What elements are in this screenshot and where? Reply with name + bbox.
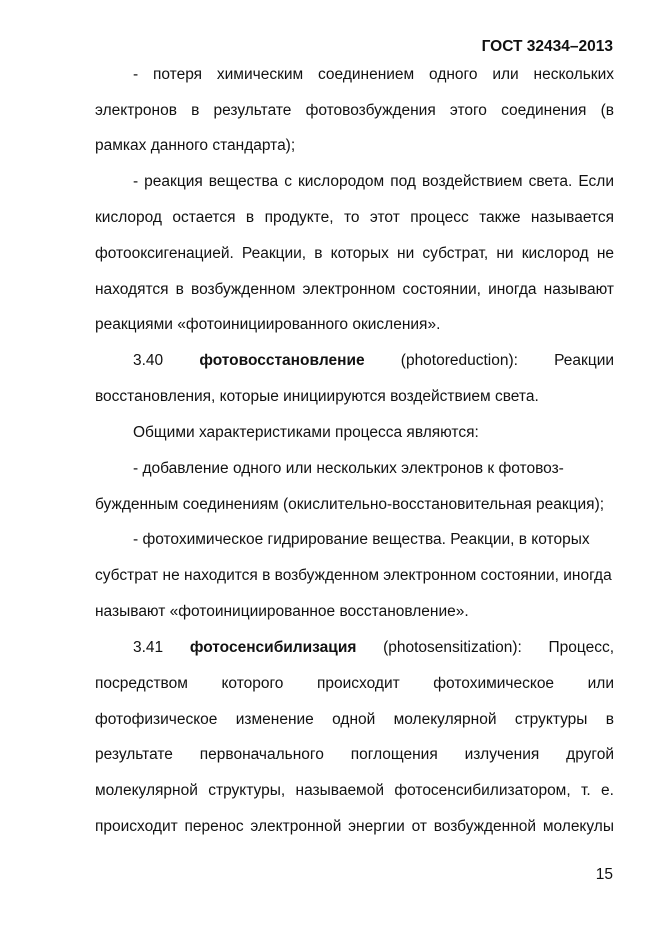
text-line: происходит перенос электронной энергии от возбужденной молекулы xyxy=(95,818,614,835)
term-entry-3-41 xyxy=(133,638,614,658)
term-entry-3-40 xyxy=(133,351,614,371)
text-line: молекулярной структуры, называемой фотосенсибилизатором, т. е. xyxy=(95,782,614,799)
text-line: результате первоначального поглощения излучения другой xyxy=(95,746,614,763)
text-line: - добавление одного или нескольких электронов к фотовоз- xyxy=(133,460,564,477)
page-number: 15 xyxy=(595,866,613,883)
term-number: 3.40 xyxy=(133,352,164,369)
text-line: посредством которого происходит фотохимическое или xyxy=(95,675,614,692)
text-line: называют «фотоинициированное восстановление». xyxy=(95,603,469,620)
text-line: находятся в возбужденном электронном состоянии, иногда называют xyxy=(95,281,614,298)
text-line: реакциями «фотоинициированного окисления». xyxy=(95,316,441,333)
text-line: - реакция вещества с кислородом под воздействием света. Если xyxy=(133,173,614,190)
text-line: кислород остается в продукте, то этот процесс также называется xyxy=(95,209,614,226)
text-line: Общими характеристиками процесса являются: xyxy=(133,424,479,441)
text-line: - фотохимическое гидрирование вещества. Реакции, в которых xyxy=(133,531,590,548)
text-line: электронов в результате фотовозбуждения этого соединения (в xyxy=(95,102,614,119)
text-line: субстрат не находится в возбужденном электронном состоянии, иногда xyxy=(95,567,612,584)
term-title: фотовосстановление xyxy=(199,352,365,369)
text-line: бужденным соединениям (окислительно-восстановительная реакция); xyxy=(95,496,605,513)
term-definition-start: Реакции xyxy=(554,352,615,369)
term-english: (photosensitization): xyxy=(383,639,522,656)
term-english: (photoreduction): xyxy=(400,352,518,369)
text-line: восстановления, которые инициируются воздействием света. xyxy=(95,388,539,405)
term-number: 3.41 xyxy=(133,639,164,656)
text-line: фотофизическое изменение одной молекулярной структуры в xyxy=(95,711,614,728)
term-title: фотосенсибилизация xyxy=(189,639,357,656)
text-line: - потеря химическим соединением одного или нескольких xyxy=(133,66,614,83)
text-line: фотооксигенацией. Реакции, в которых ни субстрат, ни кислород не xyxy=(95,245,614,262)
term-definition-start: Процесс, xyxy=(548,639,615,656)
document-header: ГОСТ 32434–2013 xyxy=(481,38,613,55)
text-line: рамках данного стандарта); xyxy=(95,137,296,154)
